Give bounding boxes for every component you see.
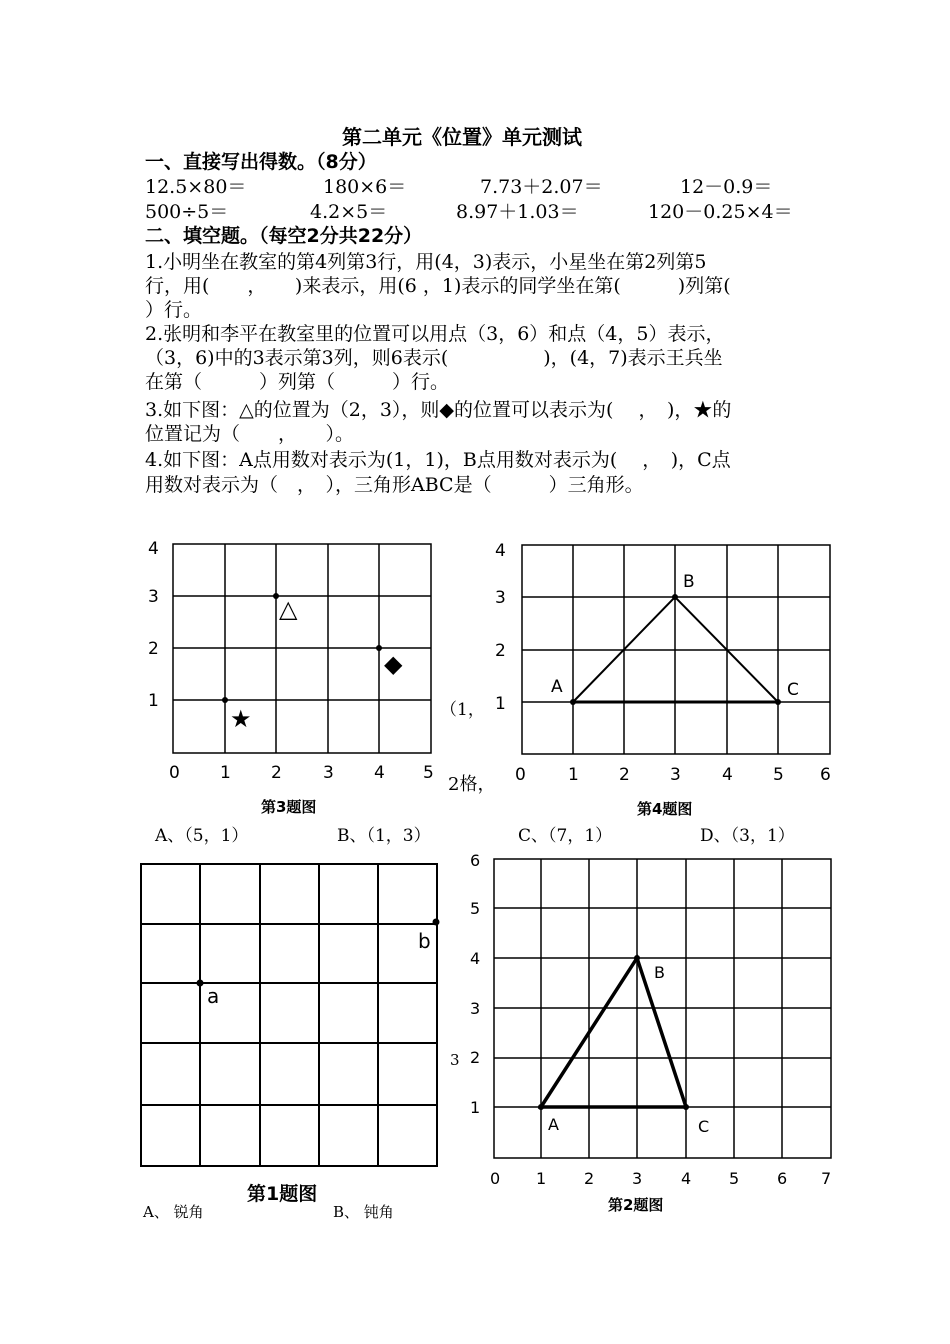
y-tick: 1 [148, 691, 159, 711]
option-a: A、（5，1） [155, 826, 249, 846]
x-tick: 0 [490, 1169, 501, 1188]
fragment-text: A、 锐角 [143, 1203, 204, 1221]
point-label-a: A [548, 1115, 559, 1134]
fig3-caption: 第3题图 [261, 798, 317, 816]
option-d: D、（3，1） [700, 826, 795, 846]
point-marker [197, 980, 204, 987]
x-tick: 7 [821, 1169, 832, 1188]
y-tick: 1 [470, 1098, 481, 1117]
triangle-marker: △ [279, 595, 298, 623]
section2-heading: 二、填空题。（每空2分共22分） [145, 225, 423, 247]
fragment-text: 3 [450, 1051, 460, 1069]
fig3-grid [135, 530, 450, 825]
fragment-text: （1， [440, 700, 485, 720]
question-line: （3，6)中的3表示第3列，则6表示( )，(4，7)表示王兵坐 [145, 347, 723, 369]
y-tick: 3 [148, 587, 159, 607]
y-tick: 2 [148, 639, 159, 659]
x-tick: 2 [619, 765, 630, 785]
x-tick: 4 [681, 1169, 692, 1188]
x-tick: 1 [568, 765, 579, 785]
x-tick: 1 [536, 1169, 547, 1188]
x-tick: 6 [777, 1169, 788, 1188]
x-tick: 2 [271, 763, 282, 783]
y-tick: 2 [495, 641, 506, 661]
fig2-grid [460, 850, 840, 1220]
x-tick: 3 [670, 765, 681, 785]
y-tick: 4 [495, 541, 506, 561]
x-tick: 4 [374, 763, 385, 783]
y-tick: 4 [148, 539, 159, 559]
point-label-b: B [683, 572, 695, 592]
point-marker [222, 697, 228, 703]
x-tick: 0 [515, 765, 526, 785]
x-tick: 3 [323, 763, 334, 783]
fig4-grid [485, 530, 835, 825]
y-tick: 4 [470, 949, 481, 968]
y-tick: 1 [495, 694, 506, 714]
y-tick: 2 [470, 1048, 481, 1067]
option-c: C、（7，1） [518, 826, 613, 846]
calc-6: 4.2×5＝ [310, 201, 388, 223]
calc-5: 500÷5＝ [145, 201, 229, 223]
question-line: 4.如下图：A点用数对表示为(1，1)，B点用数对表示为( ， )，C点 [145, 449, 731, 471]
point-label-b: b [418, 929, 431, 953]
question-line: 用数对表示为（ ， ），三角形ABC是（ ）三角形。 [145, 474, 644, 496]
x-tick: 5 [773, 765, 784, 785]
point-label-a: a [207, 984, 220, 1008]
y-tick: 3 [470, 999, 481, 1018]
x-tick: 5 [423, 763, 434, 783]
fig1-caption: 第1题图 [247, 1183, 318, 1205]
section1-heading: 一、直接写出得数。（8分） [145, 151, 377, 173]
calc-7: 8.97＋1.03＝ [456, 201, 579, 223]
question-line: ）行。 [145, 299, 203, 321]
question-line: 1.小明坐在教室的第4列第3行，用(4，3)表示，小星坐在第2列第5 [145, 251, 707, 273]
question-line: 位置记为（ ， ）。 [145, 423, 355, 445]
point-label-c: C [787, 680, 799, 700]
fig4-caption: 第4题图 [637, 800, 693, 818]
x-tick: 2 [584, 1169, 595, 1188]
x-tick: 4 [722, 765, 733, 785]
calc-2: 180×6＝ [323, 176, 407, 198]
x-tick: 3 [632, 1169, 643, 1188]
y-tick: 3 [495, 588, 506, 608]
calc-3: 7.73＋2.07＝ [480, 176, 603, 198]
question-line: 行，用( ， )来表示，用(6 ，1)表示的同学坐在第( )列第( [145, 275, 731, 297]
page-title: 第二单元《位置》单元测试 [342, 125, 582, 149]
fragment-text: 2格， [448, 774, 496, 795]
question-line: 在第（ ）列第（ ）行。 [145, 371, 450, 393]
question-line: 2.张明和李平在教室里的位置可以用点（3，6）和点（4，5）表示， [145, 323, 725, 345]
option-b: B、（1，3） [337, 826, 431, 846]
y-tick: 5 [470, 899, 481, 918]
calc-8: 120－0.25×4＝ [648, 201, 793, 223]
fig1-grid [135, 855, 445, 1205]
fig2-caption: 第2题图 [608, 1196, 664, 1214]
star-marker: ★ [230, 705, 252, 733]
point-label-c: C [698, 1117, 710, 1136]
calc-1: 12.5×80＝ [145, 176, 247, 198]
question-line: 3.如下图：△的位置为（2，3），则◆的位置可以表示为( ， )，★的 [145, 399, 732, 421]
x-tick: 0 [169, 763, 180, 783]
x-tick: 1 [220, 763, 231, 783]
calc-4: 12－0.9＝ [680, 176, 773, 198]
point-label-a: A [551, 677, 563, 697]
y-tick: 6 [470, 851, 481, 870]
point-label-b: B [654, 963, 665, 982]
fragment-text: B、 钝角 [333, 1203, 394, 1221]
diamond-marker: ◆ [384, 650, 403, 678]
x-tick: 5 [729, 1169, 740, 1188]
point-marker [433, 919, 440, 926]
point-marker [376, 645, 382, 651]
x-tick: 6 [820, 765, 831, 785]
